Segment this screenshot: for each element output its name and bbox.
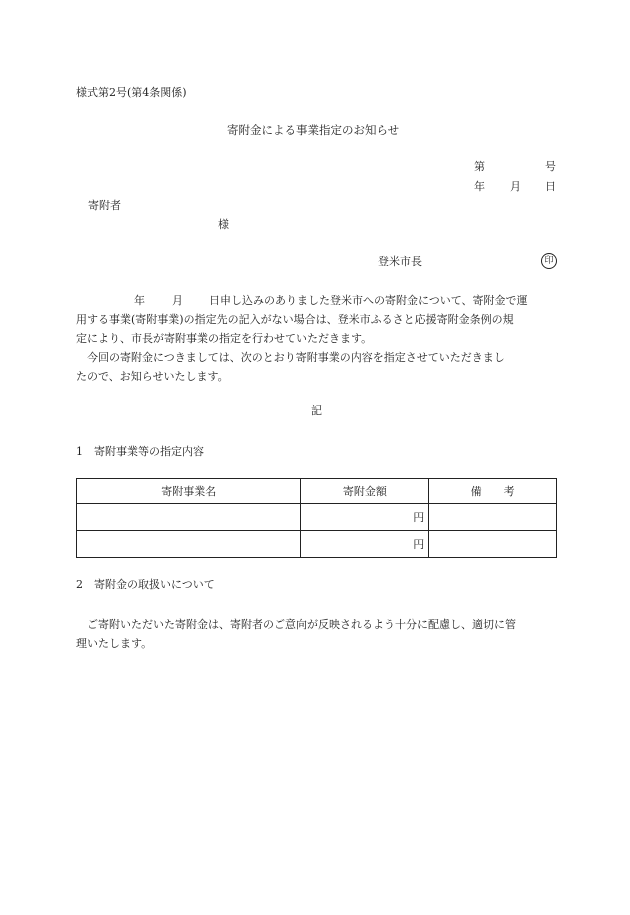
number-go: 号 [545,160,556,173]
cell-remarks [429,531,557,558]
document-title: 寄附金による事業指定のお知らせ [227,123,400,137]
table-row [77,504,557,531]
header-amount: 寄附金額 [301,479,429,504]
cell-amount: 円 [301,531,429,558]
cell-amount: 円 [301,504,429,531]
ki-heading: 記 [311,404,322,417]
para1-month: 月 [172,294,183,307]
table-header-row [77,479,557,504]
body-paragraph-2 [76,348,557,386]
section-2-heading: 2 寄附金の取扱いについて [76,578,215,591]
donor-label: 寄附者 [88,199,121,212]
closing-line1: ご寄附いただいた寄附金は、寄附者のご意向が反映されるよう十分に配慮し、適切に管 [87,618,516,631]
issuer: 登米市長 [378,255,422,268]
seal-mark: 印 [541,253,557,269]
closing-line2: 理いたします。 [76,637,153,650]
form-label: 様式第2号(第4条関係) [76,86,187,99]
header-project-name: 寄附事業名 [77,479,301,504]
number-dai: 第 [474,160,485,173]
para1-line2: 用する事業(寄附事業)の指定先の記入がない場合は、登米市ふるさと応援寄附金条例の規 [76,313,514,326]
section-1-heading: 1 寄附事業等の指定内容 [76,445,204,458]
para1-year: 年 [134,294,145,307]
para2-line2: たので、お知らせいたします。 [76,370,229,383]
cell-project-name [77,531,301,558]
cell-project-name [77,504,301,531]
para2-line1: 今回の寄附金につきましては、次のとおり寄附事業の内容を指定させていただきまし [87,351,505,364]
date-year: 年 [474,180,485,193]
designation-table [76,478,557,558]
closing-paragraph [76,615,557,653]
date-month: 月 [510,180,521,193]
table-row [77,531,557,558]
para1-line3: 定により、市長が寄附事業の指定を行わせていただきます。 [76,332,373,345]
body-paragraph-1 [76,291,557,348]
para1-line1: 日申し込みのありました登米市への寄附金について、寄附金で運 [209,294,528,307]
cell-remarks [429,504,557,531]
date-day: 日 [545,180,556,193]
honorific: 様 [218,218,229,231]
header-remarks: 備 考 [429,479,557,504]
